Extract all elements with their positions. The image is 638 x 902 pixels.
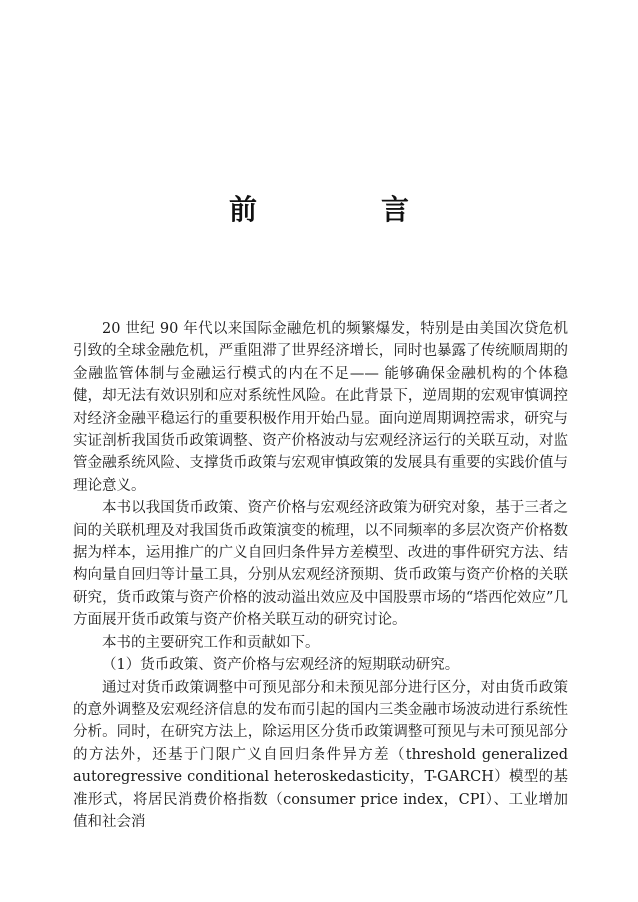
body-text [73,318,568,833]
paragraph: 本书的主要研究工作和贡献如下。 [102,634,320,651]
paragraph: （1）货币政策、资产价格与宏观经济的短期联动研究。 [102,657,460,674]
paragraph: 通过对货币政策调整中可预见部分和未预见部分进行区分，对由货币政策的意外调整及宏观经济信息的发布而引起的国内三类金融市场波动进行系统性分析。同时，在研究方法上，除运用区分货币政策调整可预见与未可预见部分的方法外，还基于门限广义自回归条件异方差（threshold generalized autoregressive conditional heteroskedasticity，T-GARCH）模型的基准形式，将居民消费价格指数（consumer price index，CPI）、工业增加值和社会消 [73,679,568,830]
paragraph: 20 世纪 90 年代以来国际金融危机的频繁爆发，特别是由美国次贷危机引致的全球金融危机，严重阻滞了世界经济增长，同时也暴露了传统顺周期的金融监管体制与金融运行模式的内在不足—— 能够确保金融机构的个体稳健，却无法有效识别和应对系统性风险。在此背景下，逆周期的宏观审慎调控对经济金融平稳运行的重要积极作用开始凸显。面向逆周期调控需求，研究与实证剖析我国货币政策调整、资产价格波动与宏观经济运行的关联互动，对监管金融系统风险、支撑货币政策与宏观审慎政策的发展具有重要的实践价值与理论意义。 [73,321,568,494]
page-title: 前 言 [228,193,457,226]
paragraph: 本书以我国货币政策、资产价格与宏观经济政策为研究对象，基于三者之间的关联机理及对我国货币政策演变的梳理，以不同频率的多层次资产价格数据为样本，运用推广的广义自回归条件异方差模型、改进的事件研究方法、结构向量自回归等计量工具，分别从宏观经济预期、货币政策与资产价格的关联研究，货币政策与资产价格的波动溢出效应及中国股票市场的“塔西佗效应”几方面展开货币政策与资产价格关联互动的研究讨论。 [73,500,568,629]
